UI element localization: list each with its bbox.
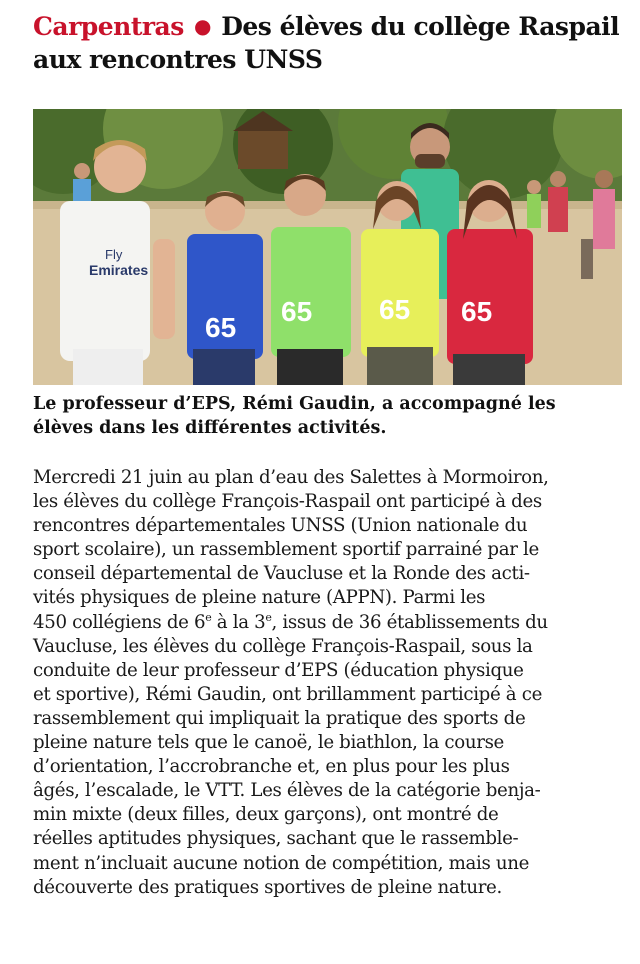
headline-location: Carpentras bbox=[33, 12, 184, 41]
body-line: réelles aptitudes physiques, sachant que le rassemble- bbox=[33, 828, 519, 850]
body-line: âgés, l’escalade, le VTT. Les élèves de la catégorie benja- bbox=[33, 780, 541, 802]
body-line: et sportive), Rémi Gaudin, ont brillamment participé à ce bbox=[33, 683, 542, 705]
ordinal-superscript: e bbox=[265, 610, 272, 624]
body-line: les élèves du collège François-Raspail ont participé à des bbox=[33, 491, 542, 513]
body-line: découverte des pratiques sportives de pleine nature. bbox=[33, 876, 502, 898]
article-headline bbox=[33, 10, 633, 76]
body-line-with-superscripts bbox=[33, 611, 628, 635]
body-line: vités physiques de pleine nature (APPN). Parmi les bbox=[33, 587, 486, 609]
bullet-dot-icon: ● bbox=[194, 14, 211, 38]
bib-number-blue: 65 bbox=[205, 312, 237, 343]
body-line: conseil départemental de Vaucluse et la Ronde des acti- bbox=[33, 563, 530, 585]
body-line: rencontres départementales UNSS (Union nationale du bbox=[33, 515, 528, 537]
body-line: min mixte (deux filles, deux garçons), ont montré de bbox=[33, 804, 499, 826]
shirt-text-fly: Fly bbox=[105, 247, 123, 262]
body-line: rassemblement qui impliquait la pratique des sports de bbox=[33, 707, 526, 729]
body-line-7-part-a: 450 collégiens de 6 bbox=[33, 611, 206, 633]
body-line-7-part-b: à la 3 bbox=[211, 611, 266, 633]
headline-title-part1: Des élèves du collège Raspail bbox=[221, 12, 620, 41]
article-photo bbox=[33, 109, 622, 385]
body-line: Mercredi 21 juin au plan d’eau des Salettes à Mormoiron, bbox=[33, 467, 549, 488]
body-line: pleine nature tels que le canoë, le biathlon, la course bbox=[33, 732, 504, 754]
body-line: Vaucluse, les élèves du collège François-Raspail, sous la bbox=[33, 635, 533, 657]
headline-line-2: aux rencontres UNSS bbox=[33, 45, 323, 74]
body-line-7-part-c: , issus de 36 établissements du bbox=[271, 611, 548, 633]
body-line: d’orientation, l’accrobranche et, en plus pour les plus bbox=[33, 756, 510, 778]
ordinal-superscript: e bbox=[205, 610, 212, 624]
body-line: sport scolaire), un rassemblement sportif parrainé par le bbox=[33, 539, 539, 561]
bib-number-red: 65 bbox=[461, 296, 493, 327]
bib-number-green: 65 bbox=[281, 296, 313, 327]
body-line: ment n’incluait aucune notion de compétition, mais une bbox=[33, 852, 530, 874]
article-body bbox=[33, 466, 628, 900]
body-line: conduite de leur professeur d’EPS (éducation physique bbox=[33, 659, 524, 681]
photo-caption bbox=[33, 392, 623, 440]
photo-illustration bbox=[33, 109, 622, 385]
headline-line-1 bbox=[33, 10, 633, 43]
caption-line-2: élèves dans les différentes activités. bbox=[33, 418, 387, 438]
caption-line-1: Le professeur d’EPS, Rémi Gaudin, a accompagné les bbox=[33, 394, 556, 414]
shirt-text-emirates: Emirates bbox=[89, 262, 149, 278]
bib-number-yellow: 65 bbox=[379, 294, 411, 325]
